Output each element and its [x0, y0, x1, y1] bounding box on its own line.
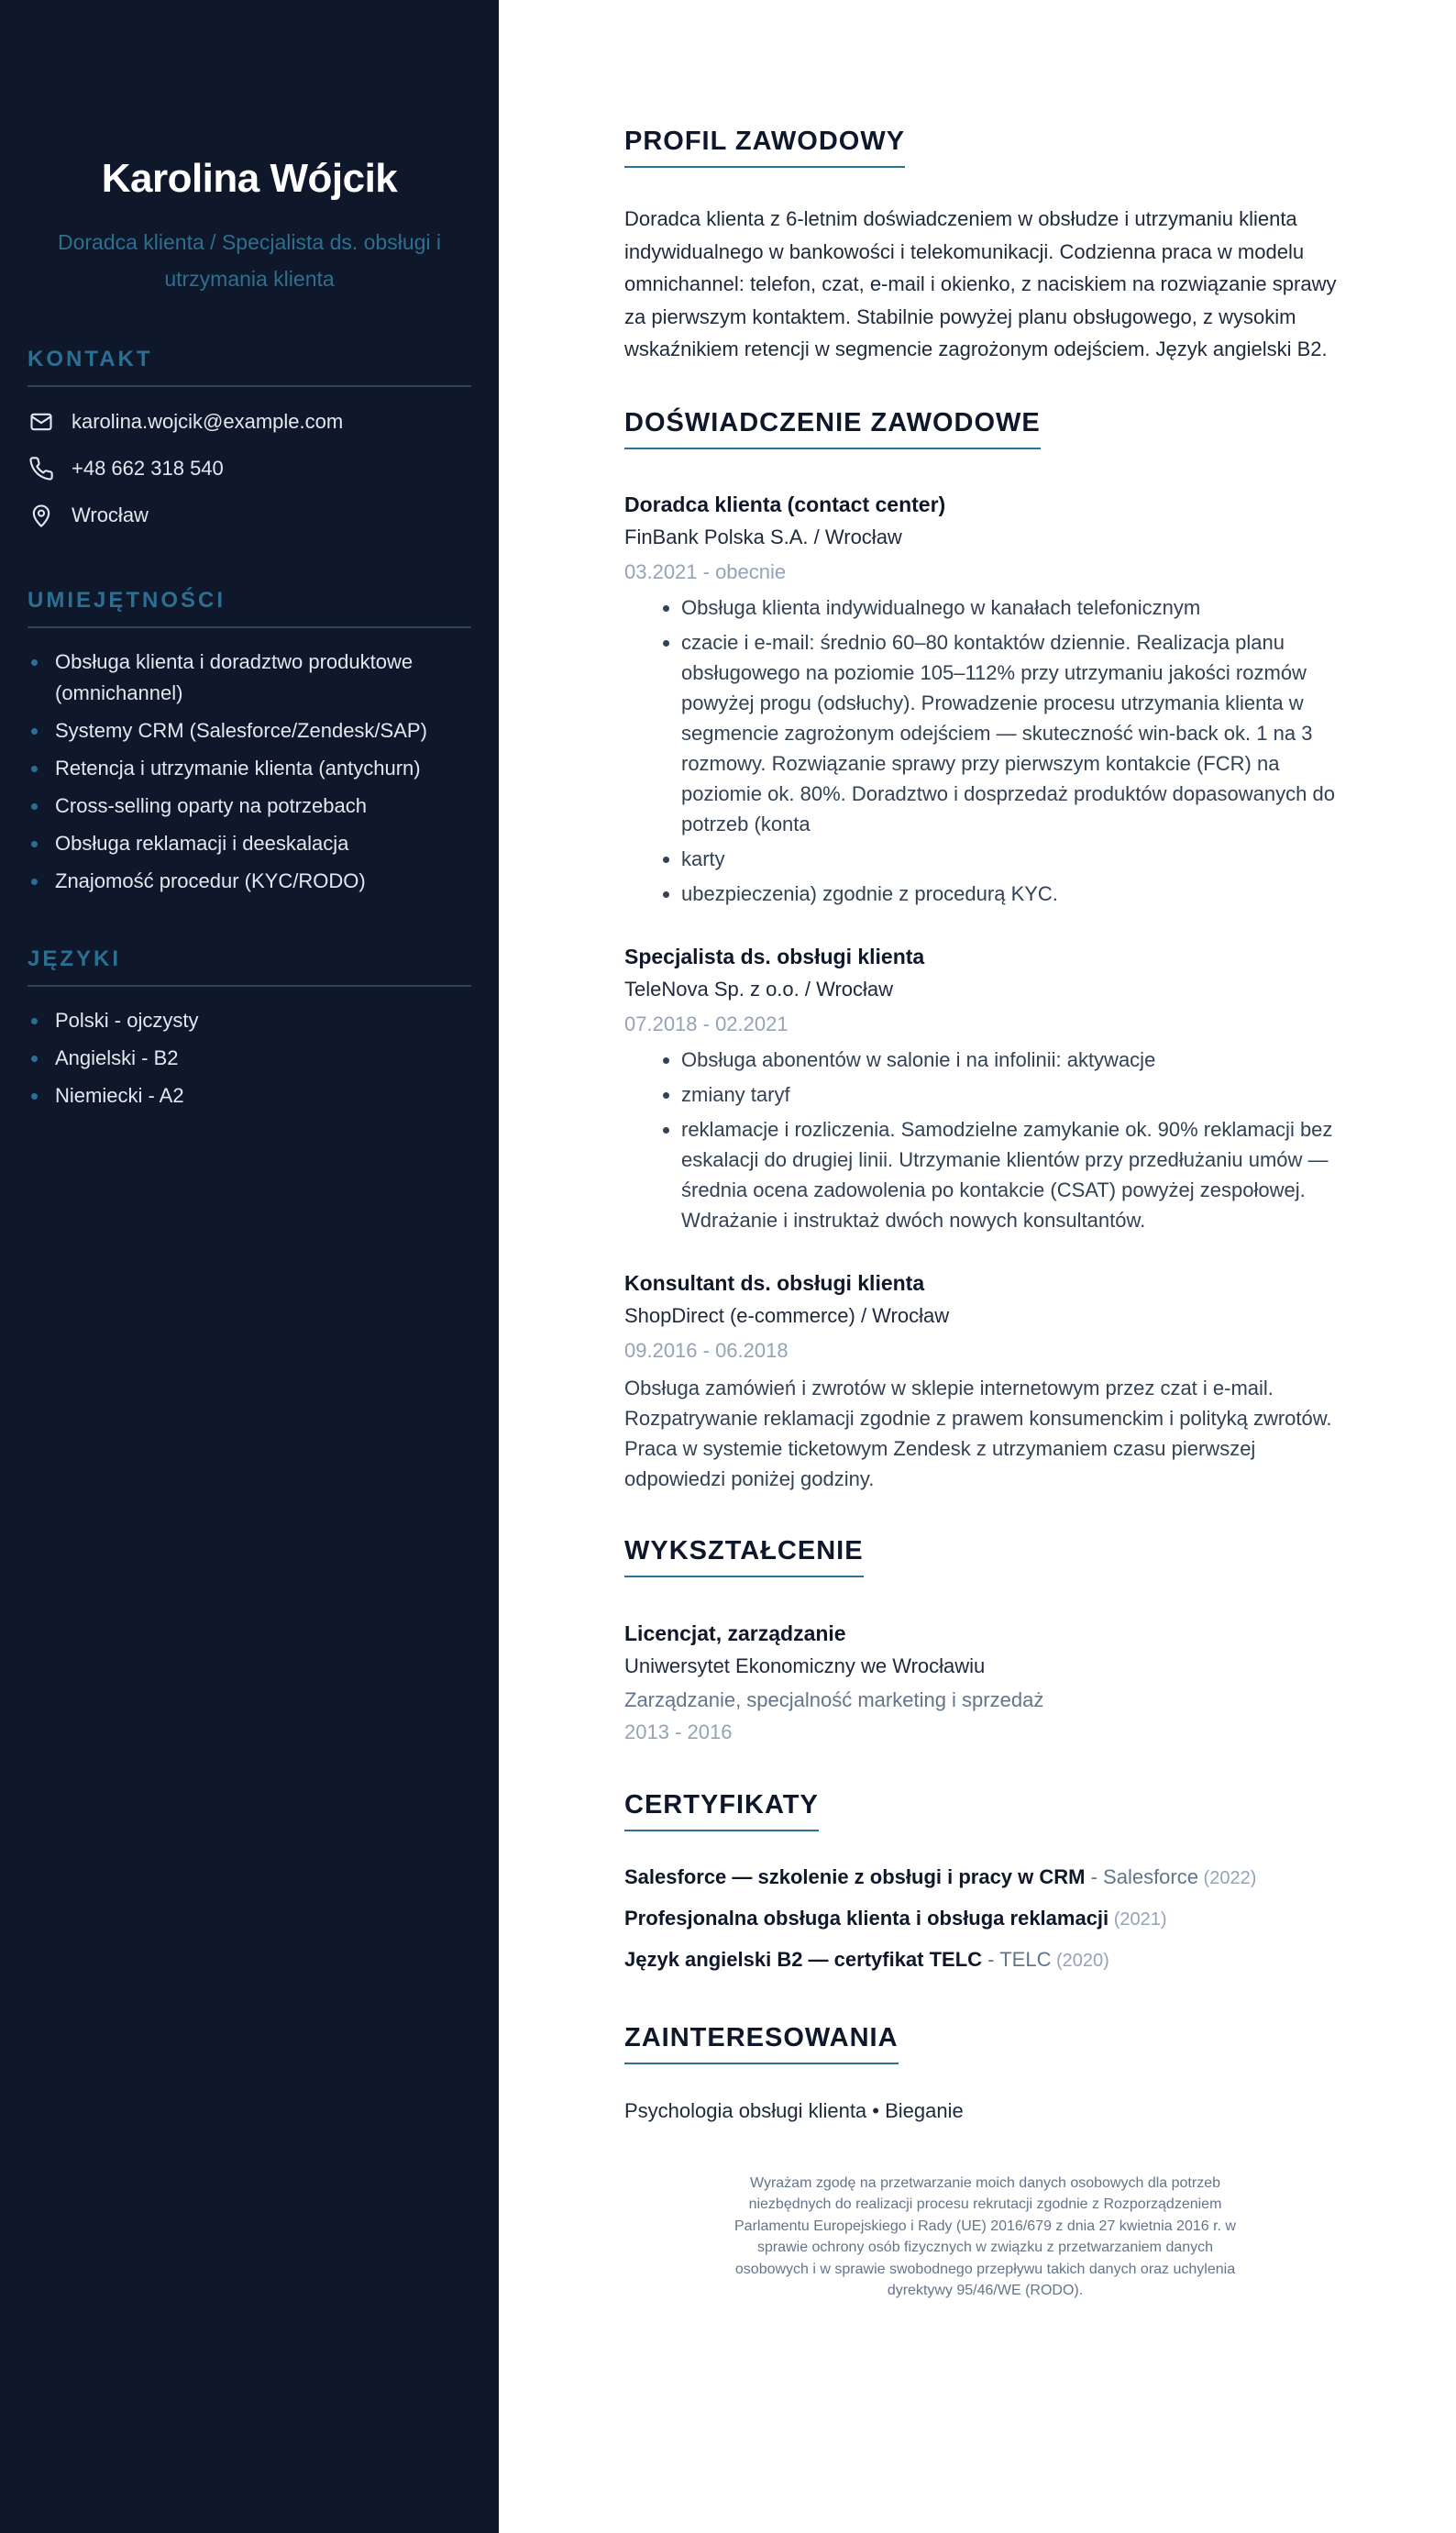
contact-section [28, 347, 471, 538]
contact-phone-text: +48 662 318 540 [72, 456, 224, 480]
language-item: Niemiecki - A2 [28, 1080, 471, 1112]
certificates-section [624, 1790, 1346, 1981]
skills-section [28, 588, 471, 897]
contact-phone[interactable] [28, 445, 471, 492]
job-dates: 09.2016 - 06.2018 [624, 1338, 789, 1362]
job-company: FinBank Polska S.A. / Wrocław [624, 525, 902, 548]
job-company: ShopDirect (e-commerce) / Wrocław [624, 1303, 950, 1327]
main-content [499, 0, 1456, 2533]
languages-list [28, 1005, 471, 1112]
job-title: Konsultant ds. obsługi klienta [624, 1270, 925, 1295]
language-item: Polski - ojczysty [28, 1005, 471, 1036]
education-dates: 2013 - 2016 [624, 1720, 733, 1743]
person-headline: Doradca klienta / Specjalista ds. obsługi i utrzymania klienta [57, 230, 442, 291]
education-section [624, 1536, 1346, 1748]
profile-title: PROFIL ZAWODOWY [624, 127, 905, 168]
certificate-year: (2021) [1109, 1908, 1167, 1930]
certificate-issuer: - Salesforce [1085, 1864, 1198, 1888]
job-bullets [681, 592, 1346, 909]
contact-title: KONTAKT [28, 347, 471, 387]
certificate-item [624, 1857, 1346, 1898]
map-pin-icon [28, 502, 55, 529]
job-title: Specjalista ds. obsługi klienta [624, 944, 925, 968]
interests-title: ZAINTERESOWANIA [624, 2023, 899, 2064]
skill-item: Obsługa klienta i doradztwo produktowe (omnichannel) [28, 647, 471, 709]
certificates-title: CERTYFIKATY [624, 1790, 819, 1831]
gdpr-consent: Wyrażam zgodę na przetwarzanie moich danych osobowych dla potrzeb niezbędnych do realizacji procesu rekrutacji zgodnie z Rozporządzeniem Parlamentu Europejskiego i Rady (UE) 2016/679 z dnia 27 kwietnia 2016 r. w sprawie ochrony osób fizycznych w związku z przetwarzaniem danych osobowych i w sprawie swobodnego przepływu takich danych oraz uchylenia dyrektywy 95/46/WE (RODO). [734, 2174, 1236, 2298]
job-bullet: • Obsługa klienta indywidualnego w kanałach telefonicznym [681, 592, 1346, 623]
skills-list [28, 647, 471, 897]
certificate-item [624, 1898, 1346, 1940]
certificate-year: (2022) [1197, 1867, 1257, 1888]
job-dates: 07.2018 - 02.2021 [624, 1012, 789, 1035]
education-entry [624, 1618, 1346, 1748]
sidebar [0, 0, 499, 2533]
certificate-issuer: - TELC [982, 1947, 1052, 1971]
phone-icon [28, 455, 55, 482]
skill-item: Systemy CRM (Salesforce/Zendesk/SAP) [28, 715, 471, 747]
languages-section [28, 946, 471, 1112]
experience-title: DOŚWIADCZENIE ZAWODOWE [624, 408, 1041, 449]
certificate-name: Język angielski B2 — certyfikat TELC [624, 1947, 983, 1971]
job-entry [624, 1268, 1346, 1494]
education-field: Zarządzanie, specjalność marketing i sprzedaż [624, 1687, 1044, 1711]
job-company: TeleNova Sp. z o.o. / Wrocław [624, 977, 894, 1001]
contact-location-text: Wrocław [72, 503, 149, 526]
job-bullets [681, 1045, 1346, 1235]
skills-title: UMIEJĘTNOŚCI [28, 588, 471, 628]
certificate-name: Profesjonalna obsługa klienta i obsługa reklamacji [624, 1906, 1109, 1930]
education-title: WYKSZTAŁCENIE [624, 1536, 864, 1577]
job-bullet: • Obsługa abonentów w salonie i na infolinii: aktywacje [681, 1045, 1346, 1075]
job-title: Doradca klienta (contact center) [624, 492, 946, 516]
interests-section [624, 2023, 1346, 2123]
certificate-year: (2020) [1051, 1950, 1109, 1971]
job-bullet: • ubezpieczenia) zgodnie z procedurą KYC. [681, 879, 1346, 909]
job-bullet: • czacie i e-mail: średnio 60–80 kontaktów dziennie. Realizacja planu obsługowego na poziomie 105–112% przy utrzymaniu jakości rozmów powyżej progu (odsłuchy). Prowadzenie procesu utrzymania klienta w segmencie zagrożonym odejściem — skuteczność win-back ok. 1 na 3 rozmowy. Rozwiązanie sprawy przy pierwszym kontakcie (FCR) na poziomie ok. 80%. Doradztwo i dosprzedaż produktów dopasowanych do potrzeb (konta [681, 627, 1346, 839]
job-entry [624, 490, 1346, 909]
certificate-name: Salesforce — szkolenie z obsługi i pracy w CRM [624, 1864, 1086, 1888]
interests-text: Psychologia obsługi klienta • Bieganie [624, 2098, 964, 2122]
envelope-icon [28, 408, 55, 436]
person-name: Karolina Wójcik [101, 156, 398, 201]
job-bullet: • karty [681, 844, 1346, 874]
job-bullet: • reklamacje i rozliczenia. Samodzielne zamykanie ok. 90% reklamacji bez eskalacji do drugiej linii. Utrzymanie klientów przy przedłużaniu umów — średnia ocena zadowolenia po kontakcie (CSAT) powyżej zespołowej. Wdrażanie i instruktaż dwóch nowych konsultantów. [681, 1114, 1346, 1235]
profile-section [624, 127, 1346, 366]
job-dates: 03.2021 - obecnie [624, 559, 787, 583]
education-school: Uniwersytet Ekonomiczny we Wrocławiu [624, 1654, 986, 1677]
education-degree: Licencjat, zarządzanie [624, 1620, 846, 1645]
contact-email-text: karolina.wojcik@example.com [72, 409, 344, 433]
experience-section [624, 408, 1346, 1494]
contact-location [28, 492, 471, 538]
skill-item: Cross-selling oparty na potrzebach [28, 791, 471, 822]
skill-item: Znajomość procedur (KYC/RODO) [28, 866, 471, 897]
languages-title: JĘZYKI [28, 946, 471, 987]
profile-text: Doradca klienta z 6-letnim doświadczeniem w obsłudze i utrzymaniu klienta indywidualnego w bankowości i telekomunikacji. Codzienna praca w modelu omnichannel: telefon, czat, e-mail i okienko, z naciskiem na rozwiązanie sprawy za pierwszym kontaktem. Stabilnie powyżej planu obsługowego, z wysokim wskaźnikiem retencji w segmencie zagrożonym odejściem. Język angielski B2. [624, 207, 1337, 360]
job-description: Obsługa zamówień i zwrotów w sklepie internetowym przez czat i e-mail. Rozpatrywanie reklamacji zgodnie z prawem konsumenckim i polityką zwrotów. Praca w systemie ticketowym Zendesk z utrzymaniem czasu pierwszej odpowiedzi poniżej godziny. [624, 1376, 1332, 1490]
contact-email[interactable] [28, 398, 471, 445]
skill-item: Obsługa reklamacji i deeskalacja [28, 828, 471, 859]
job-bullet: • zmiany taryf [681, 1079, 1346, 1110]
skill-item: Retencja i utrzymanie klienta (antychurn) [28, 753, 471, 784]
language-item: Angielski - B2 [28, 1043, 471, 1074]
certificate-item [624, 1940, 1346, 1981]
job-entry [624, 942, 1346, 1235]
certificates-list [624, 1857, 1346, 1981]
contact-list [28, 398, 471, 538]
